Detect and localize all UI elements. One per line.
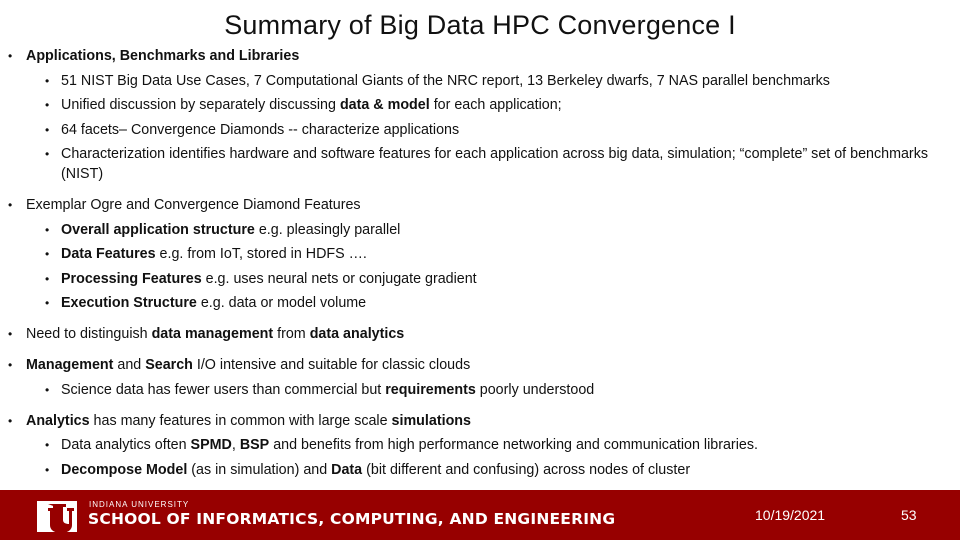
bullet-list [8,42,948,491]
bullet-text: Need to distinguish [26,326,152,342]
sub-bullet-text: requirements [385,381,476,398]
bullet-text: Exemplar Ogre and Convergence Diamond Features [26,197,361,213]
bullet-text: has many features in common with large scale [89,412,392,429]
sub-bullet-item [8,220,948,240]
bullet-marker: • [8,358,13,372]
footer-bar [0,490,960,540]
bullet-marker: • [45,438,50,452]
sub-bullet-text: (as in simulation) and [187,461,332,478]
sub-bullet-item [8,244,948,264]
bullet-block [8,411,948,480]
bullet-text: data management [151,326,274,342]
bullet-block [8,195,948,313]
school-name: SCHOOL OF INFORMATICS, COMPUTING, AND ENGINEERING [88,510,616,528]
bullet-marker: • [8,198,13,212]
sub-bullet-item [8,95,948,115]
bullet-item [8,324,948,344]
bullet-marker: • [8,49,13,63]
bullet-text: data analytics [309,326,405,342]
bullet-marker: • [45,271,50,286]
bullet-text: and [113,357,146,373]
bullet-block [8,46,948,184]
sub-bullet-text: (bit different and confusing) across nodes of cluster [362,461,691,478]
bullet-item [8,355,948,375]
bullet-marker: • [45,382,50,397]
sub-bullet-item [8,460,948,480]
sub-bullet-text: e.g. data or model volume [196,295,367,311]
sub-bullet-text: Execution Structure [61,295,197,311]
sub-bullet-text: e.g. pleasingly parallel [254,221,401,238]
sub-bullet-item [8,293,948,313]
sub-bullet-text: Unified discussion by separately discussing [61,97,340,113]
bullet-item [8,411,948,431]
sub-bullet-text: Overall application structure [61,221,255,238]
bullet-text: Management [26,357,114,373]
sub-bullet-text: Processing Features [61,270,202,287]
sub-bullet-item [8,144,948,184]
sub-bullet-text: and benefits from high performance networking and communication libraries. [269,437,758,453]
university-name: INDIANA UNIVERSITY [89,500,190,509]
sub-bullet-text: Data [331,461,363,478]
bullet-marker: • [45,147,50,161]
sub-bullet-text: SPMD [190,437,232,453]
bullet-block [8,324,948,344]
sub-bullet-item [8,380,948,400]
bullet-text: Applications, Benchmarks and Libraries [26,48,300,64]
bullet-text: from [273,326,310,342]
bullet-marker: • [45,222,50,237]
sub-bullet-text: , [231,437,240,453]
sub-bullet-item [8,71,948,91]
bullet-text: I/O intensive and suitable for classic clouds [192,357,471,373]
sub-bullet-text: 64 facets– Convergence Diamonds -- characterize applications [61,121,460,138]
bullet-text: Analytics [26,412,90,429]
sub-bullet-text: Characterization identifies hardware and software features for each application across big data, simulation; “complete” set of benchmarks (NIST) [61,146,928,182]
slide-title: Summary of Big Data HPC Convergence I [224,10,736,40]
bullet-marker: • [45,122,50,137]
sub-bullet-text: Data analytics often [61,437,191,453]
sub-bullet-text: Science data has fewer users than commercial but [61,381,386,398]
sub-bullet-text: for each application; [429,97,562,113]
bullet-marker: • [45,296,50,310]
bullet-marker: • [45,462,50,477]
iu-trident-logo-icon [37,501,77,532]
sub-bullet-text: 51 NIST Big Data Use Cases, 7 Computational Giants of the NRC report, 13 Berkeley dwarfs, 7 NAS parallel benchmarks [61,72,830,89]
bullet-item [8,195,948,215]
slide-date: 10/19/2021 [755,507,826,523]
bullet-item [8,46,948,66]
sub-bullet-text: poorly understood [475,381,595,398]
bullet-marker: • [8,413,13,428]
sub-bullet-text: e.g. from IoT, stored in HDFS …. [155,246,367,262]
bullet-marker: • [8,327,13,341]
bullet-marker: • [45,98,50,112]
sub-bullet-text: Data Features [61,246,156,262]
sub-bullet-text: e.g. uses neural nets or conjugate gradient [201,270,477,287]
sub-bullet-text: Decompose Model [61,461,188,478]
bullet-text: simulations [391,412,471,429]
sub-bullet-item [8,120,948,140]
bullet-marker: • [45,247,50,261]
sub-bullet-text: BSP [239,437,270,453]
page-number: 53 [901,507,917,523]
bullet-marker: • [45,73,50,88]
sub-bullet-item [8,435,948,455]
sub-bullet-text: data & model [339,97,430,113]
bullet-text: Search [145,357,193,373]
bullet-block [8,355,948,400]
sub-bullet-item [8,269,948,289]
